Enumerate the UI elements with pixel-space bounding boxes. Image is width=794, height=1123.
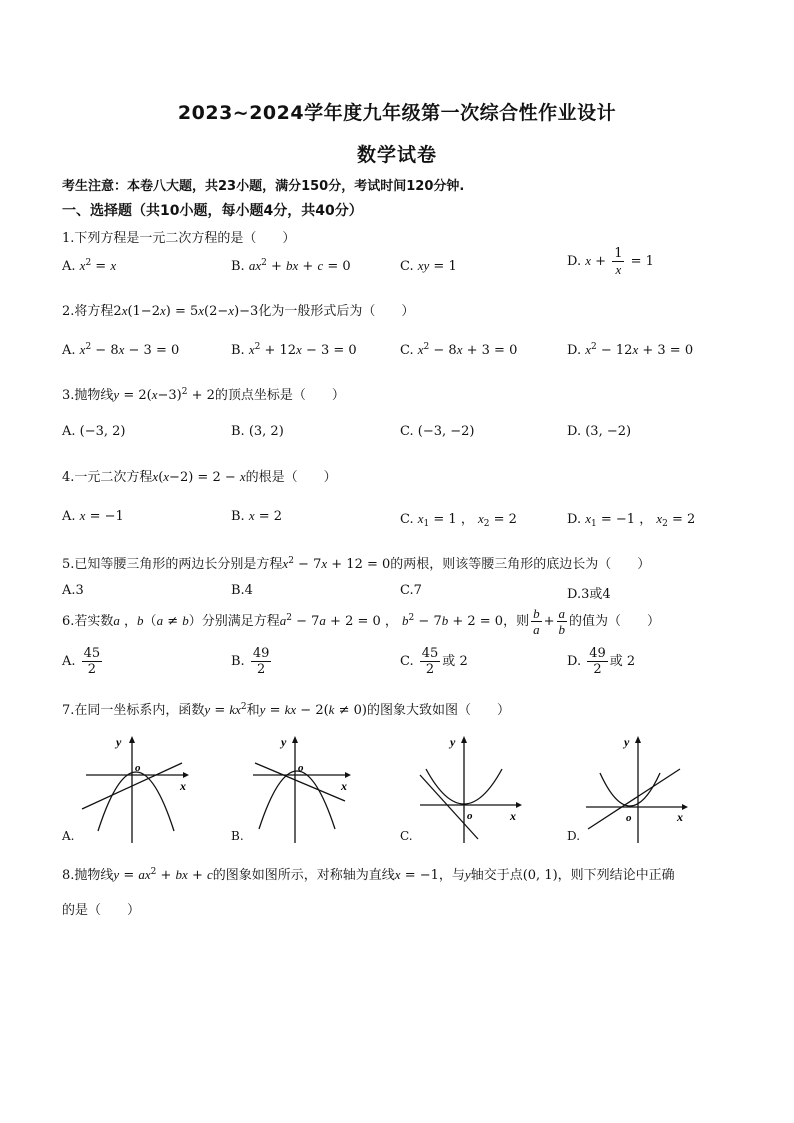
q7-option-a: A. [62,829,75,843]
question-7-stem: 7.在同一坐标系内，函数$y = kx^2$和y = kx − 2(k ≠ 0)的图象大致如图（ ） [62,702,510,718]
question-4-stem: 4.一元二次方程x(x−2) = 2 − x的根是（ ） [62,469,337,485]
x-label: x [341,779,347,793]
q3-option-c: C. (−3, −2) [400,424,475,439]
question-2-stem: 2.将方程2x(1−2x) = 5x(2−x)−3化为一般形式后为（ ） [62,303,415,319]
q7-graph-c [412,733,532,845]
q2-option-c: C. $x^2 - 8x + 3 = 0$ [400,342,518,358]
q1-option-d: D. x + $\frac{1}{x}$ = 1 [567,246,654,277]
line [420,775,478,839]
origin-label: o [298,762,304,774]
y-label: y [116,735,122,749]
q7-graph-d [580,733,700,845]
q2-option-b: B. $x^2 + 12x - 3 = 0$ [231,342,357,358]
parabola [98,772,174,831]
q1-option-b: B. $ax^2$ + bx + c = 0 [231,258,351,274]
q7-option-b: B. [231,829,244,843]
q4-option-a: A. x = −1 [62,508,124,524]
q2-option-a: A. $x^2 - 8x - 3 = 0$ [62,342,180,358]
q4-option-c: C. $x_1 = 1$ ， $x_2 = 2$ [400,511,517,529]
x-label: x [180,779,186,793]
question-1-stem: 1.下列方程是一元二次方程的是（ ） [62,231,296,246]
q7-graph-a [78,733,198,845]
q1-option-a: A. $x^2 = x$ [62,258,117,274]
origin-label: o [135,762,141,774]
q7-graph-b [245,733,365,845]
question-6-stem: 6.若实数a ，b（a ≠ b）分别满足方程$a^2 - 7a + 2 = 0$ ， $b^2 - 7b + 2 = 0$，则 $\frac{b}{a}$ + $\frac{a}{b}$ 的值为（ ） [62,606,661,637]
q7-option-c: C. [400,829,413,843]
q5-option-c: C.7 [400,583,422,598]
origin-label: o [626,812,632,824]
exam-title: 2023~2024学年度九年级第一次综合性作业设计 [177,102,617,124]
exam-notice: 考生注意：本卷八大题，共23小题，满分150分，考试时间120分钟. [62,179,465,194]
q6-option-a: A. $\frac{45}{2}$ [62,646,101,677]
q4-option-b: B. x = 2 [231,508,283,524]
q2-option-d: D. $x^2 - 12x + 3 = 0$ [567,342,694,358]
section-heading: 一、选择题（共10小题，每小题4分，共40分） [62,203,363,219]
y-label: y [450,735,456,749]
parabola [259,771,335,829]
q6-option-b: B. $\frac{49}{2}$ [231,646,270,677]
q3-option-d: D. (3, −2) [567,424,632,439]
q3-option-b: B. (3, 2) [231,424,284,439]
q1-option-c: C. xy = 1 [400,258,457,274]
y-label: y [281,735,287,749]
q5-option-a: A.3 [62,583,84,598]
question-3-stem: 3.抛物线$y = 2(x-3)^2 + 2$的顶点坐标是（ ） [62,387,345,403]
q5-option-d: D.3或4 [567,587,611,602]
question-5-stem: 5.已知等腰三角形的两边长分别是方程$x^2 - 7x + 12 = 0$的两根，则该等腰三角形的底边长为（ ） [62,556,651,572]
exam-subtitle: 数学试卷 [356,144,437,166]
x-label: x [510,809,516,823]
y-label: y [624,735,630,749]
q4-option-d: D. $x_1 = -1$ ， $x_2 = 2$ [567,511,696,529]
q3-option-a: A. (−3, 2) [62,424,126,439]
q6-option-c: C. $\frac{45}{2}$ 或 2 [400,646,468,677]
q6-option-d: D. $\frac{49}{2}$ 或 2 [567,646,636,677]
q7-option-d: D. [567,829,581,843]
q5-option-b: B.4 [231,583,253,598]
x-label: x [677,810,683,824]
origin-label: o [467,810,473,822]
question-8-stem: 8.抛物线$y = ax^2$ + bx + c的图象如图所示，对称轴为直线x = −1，与y轴交于点(0, 1)，则下列结论中正确 [62,867,675,883]
question-8-stem-line2: 的是（ ） [62,903,141,918]
